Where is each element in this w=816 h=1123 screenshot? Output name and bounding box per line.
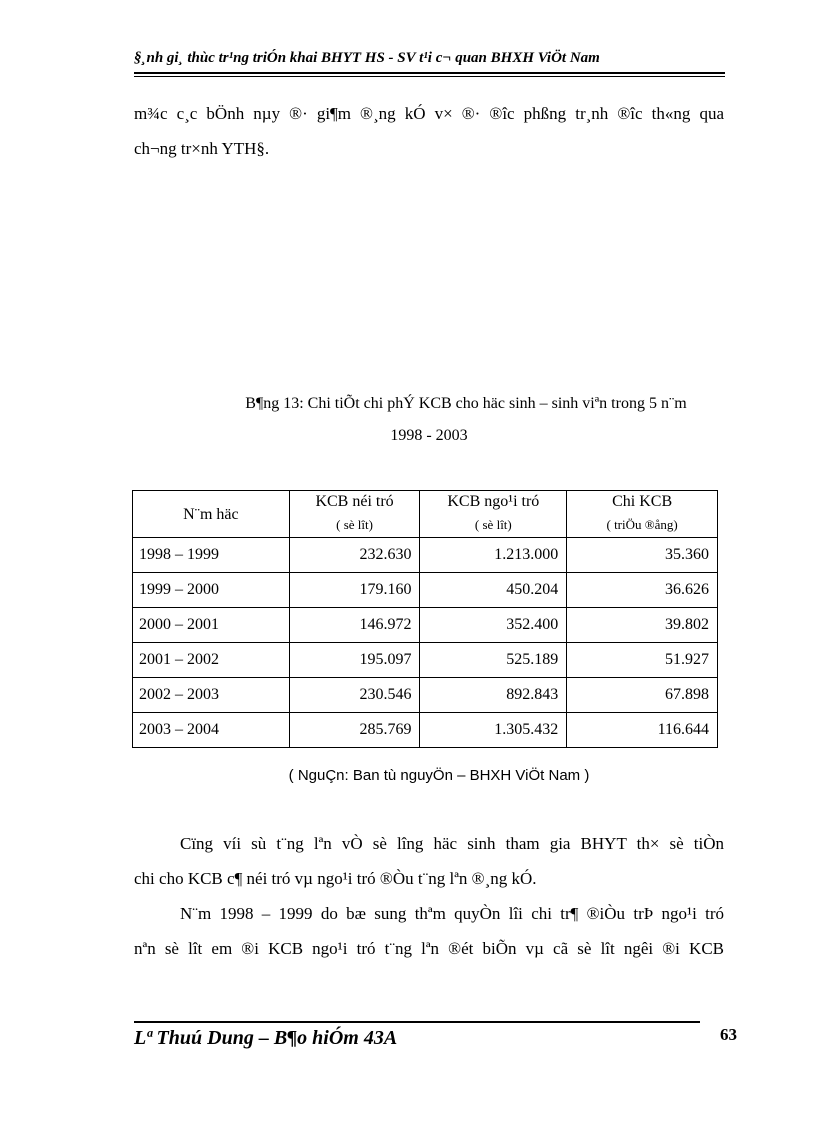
cell-inpatient: 285.769 <box>289 713 420 748</box>
text-line: m¾c c¸c bÖnh nµy ®· gi¶m ®¸ng kÓ v× ®· ®îc phßng tr¸nh ®îc th«ng qua <box>134 104 724 123</box>
cell-cost: 35.360 <box>567 538 718 573</box>
cell-cost: 51.927 <box>567 643 718 678</box>
table-row <box>133 643 718 678</box>
cell-inpatient: 232.630 <box>289 538 420 573</box>
table-row <box>133 608 718 643</box>
cell-inpatient: 230.546 <box>289 678 420 713</box>
paragraph-2 <box>134 826 724 896</box>
table-source: ( NguÇn: Ban tù nguyÖn – BHXH ViÖt Nam ) <box>288 767 590 784</box>
running-header: §¸nh gi¸ thùc tr¹ng triÓn khai BHYT HS - SV t¹i c¬ quan BHXH ViÖt Nam <box>134 50 600 66</box>
cell-inpatient: 146.972 <box>289 608 420 643</box>
header-rule-thin <box>134 76 725 77</box>
header-rule <box>134 72 725 74</box>
text-line: chi cho KCB c¶ néi tró vµ ngo¹i tró ®Òu t¨ng lªn ®¸ng kÓ. <box>134 869 537 888</box>
text-line: ch¬ng tr×nh YTH§. <box>134 139 270 158</box>
cell-outpatient: 525.189 <box>420 643 567 678</box>
table-title-years: 1998 - 2003 <box>390 427 468 444</box>
cost-table <box>132 490 718 748</box>
table-header-row <box>133 491 718 538</box>
cell-outpatient: 1.305.432 <box>420 713 567 748</box>
cell-year: 2002 – 2003 <box>133 678 290 713</box>
cell-inpatient: 195.097 <box>289 643 420 678</box>
cell-outpatient: 450.204 <box>420 573 567 608</box>
table-row <box>133 713 718 748</box>
text-line: N¨m 1998 – 1999 do bæ sung thªm quyÒn lîi chi tr¶ ®iÒu trÞ ngo¹i tró <box>180 904 724 923</box>
cell-year: 2003 – 2004 <box>133 713 290 748</box>
header-inpatient: KCB néi tró ( sè lît) <box>289 491 420 538</box>
page-number: 63 <box>720 1025 737 1044</box>
table-row <box>133 538 718 573</box>
header-outpatient: KCB ngo¹i tró ( sè lît) <box>420 491 567 538</box>
footer-author: Lª Thuú Dung – B¶o hiÓm 43A <box>134 1027 398 1049</box>
text-line: Cïng víi sù t¨ng lªn vÒ sè lîng häc sinh tham gia BHYT th× sè tiÒn <box>180 834 724 853</box>
cell-outpatient: 352.400 <box>420 608 567 643</box>
cell-year: 2000 – 2001 <box>133 608 290 643</box>
table-row <box>133 573 718 608</box>
header-cost: Chi KCB ( triÖu ®ång) <box>567 491 718 538</box>
footer-rule <box>134 1021 700 1023</box>
cell-outpatient: 1.213.000 <box>420 538 567 573</box>
cell-cost: 116.644 <box>567 713 718 748</box>
cell-cost: 67.898 <box>567 678 718 713</box>
cell-year: 2001 – 2002 <box>133 643 290 678</box>
cell-cost: 39.802 <box>567 608 718 643</box>
cell-outpatient: 892.843 <box>420 678 567 713</box>
header-year: N¨m häc <box>133 491 290 538</box>
cell-cost: 36.626 <box>567 573 718 608</box>
cell-year: 1999 – 2000 <box>133 573 290 608</box>
table-title: B¶ng 13: Chi tiÕt chi phÝ KCB cho häc sinh – sinh viªn trong 5 n¨m <box>245 395 687 412</box>
table-row <box>133 678 718 713</box>
paragraph-3 <box>134 896 724 966</box>
cell-year: 1998 – 1999 <box>133 538 290 573</box>
paragraph-1 <box>134 96 724 166</box>
text-line: nªn sè lît em ®i KCB ngo¹i tró t¨ng lªn ®ét biÕn vµ cã sè lît ngêi ®i KCB <box>134 939 724 958</box>
cell-inpatient: 179.160 <box>289 573 420 608</box>
